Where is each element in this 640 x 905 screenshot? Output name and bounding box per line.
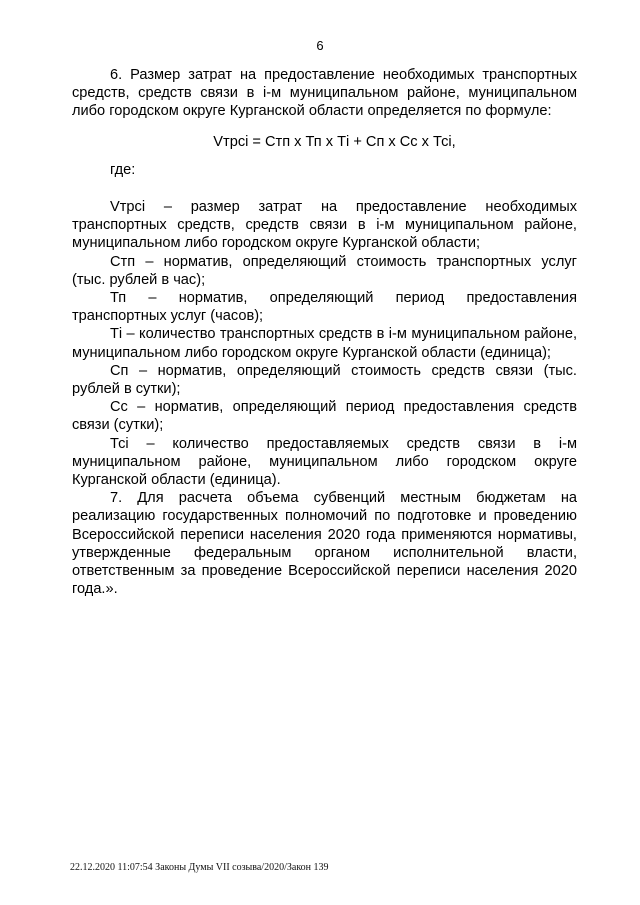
formula: Vтрсi = Стп х Тп х Тi + Сп х Сс х Тсi, xyxy=(213,133,456,150)
definition-cc: Сс – норматив, определяющий период предоставления средств связи (сутки); xyxy=(72,399,577,434)
where-label: где: xyxy=(110,161,136,178)
definition-vtrsi: Vтрсi – размер затрат на предоставление необходимых транспортных средств, средств связи в i-м муниципальном районе, муниципальном либо городском округе Курганской области; xyxy=(72,199,577,252)
definition-ti: Тi – количество транспортных средств в i-м муниципальном районе, муниципальном либо городском округе Курганской области (единица); xyxy=(72,326,577,361)
page-number: 6 xyxy=(316,38,324,53)
definition-cp: Сп – норматив, определяющий стоимость средств связи (тыс. рублей в сутки); xyxy=(72,362,577,398)
paragraph-6-intro: 6. Размер затрат на предоставление необходимых транспортных средств, средств связи в i-м муниципальном районе, муниципальном либо городском округе Курганской области определяется по формуле: xyxy=(72,67,577,120)
paragraph-7: 7. Для расчета объема субвенций местным бюджетам на реализацию государственных полномочий по подготовке и проведению Всероссийской переписи населения 2020 года применяются нормативы, утвержденные федеральным органом исполнительной власти, ответственным за проведение Всероссийской переписи населения 2020 года.». xyxy=(72,490,577,598)
definition-ctp: Стп – норматив, определяющий стоимость транспортных услуг (тыс. рублей в час); xyxy=(72,253,577,288)
document-footer: 22.12.2020 11:07:54 Законы Думы VII созыва/2020/Закон 139 xyxy=(70,862,329,873)
definition-tci: Тсi – количество предоставляемых средств связи в i-м муниципальном районе, муниципальном либо городском округе Курганской области (единица). xyxy=(72,435,577,489)
definition-tp: Тп – норматив, определяющий период предоставления транспортных услуг (часов); xyxy=(72,290,577,325)
document-body xyxy=(72,66,577,598)
